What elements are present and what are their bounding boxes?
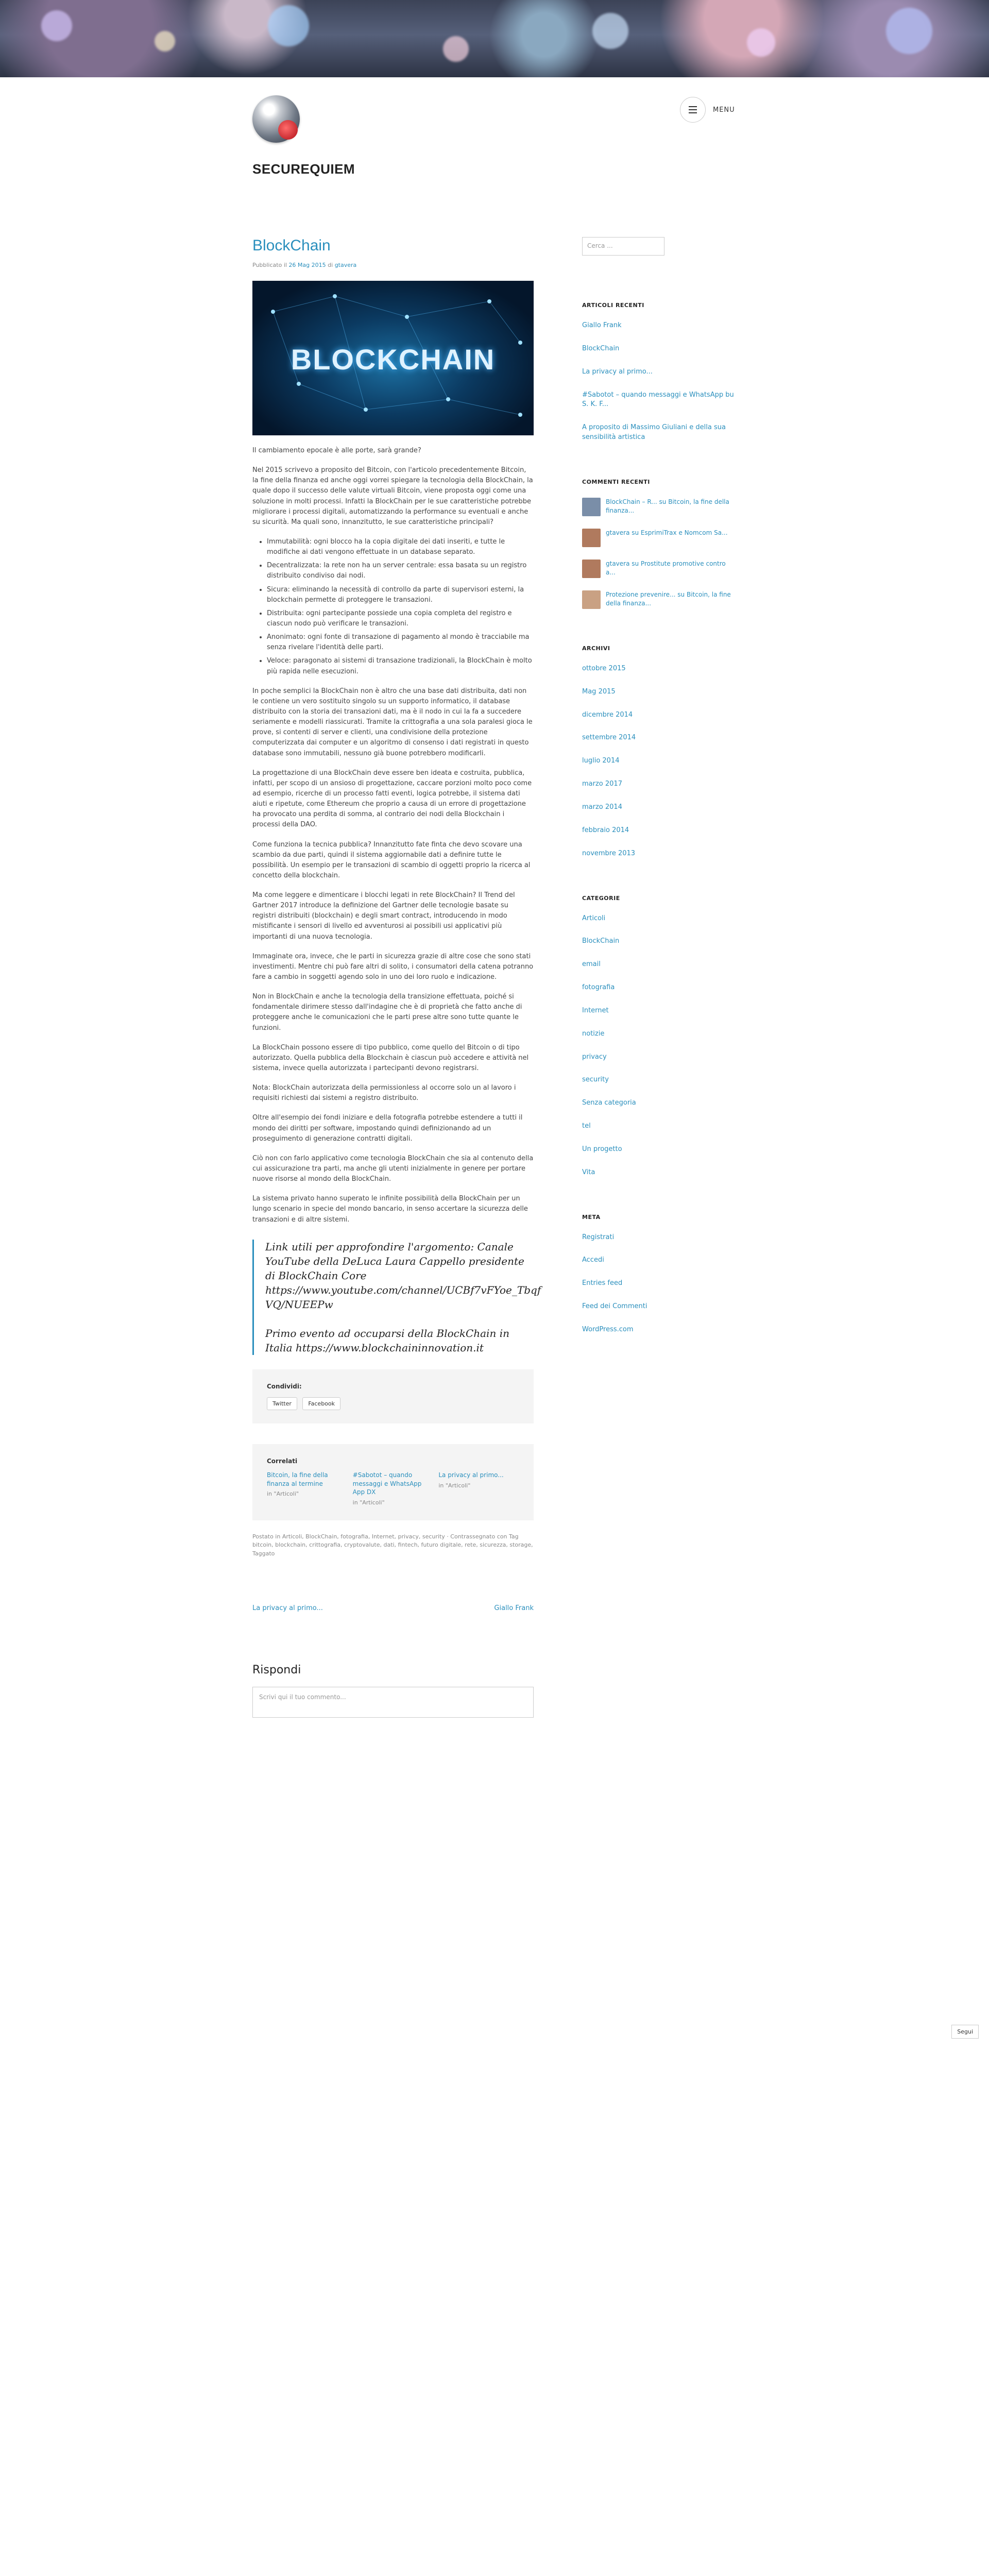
categories-list [582,914,737,1178]
meta-link[interactable]: Registrati [582,1233,615,1241]
archive-link[interactable]: ottobre 2015 [582,664,626,672]
previous-post-link[interactable]: La privacy al primo... [252,1604,323,1612]
avatar [582,590,601,609]
category-link[interactable]: BlockChain [582,937,620,945]
recent-post-link[interactable]: BlockChain [582,344,620,352]
paragraph: Ma come leggere e dimenticare i blocchi legati in rete BlockChain? Il Trend del Gartner 2017 introduce la definizione del Gartner delle tecnologie basate su registri distribuiti (blockchain) e degli smart contract, introducendo in modo mistificante i sensori di livello ed avventurosi ai possibili usi applicativi più importanti di una nuova tecnologia. [252,891,515,941]
post-content [252,237,541,1718]
category-link[interactable]: Articoli [582,914,606,922]
paragraph: Il cambiamento epocale è alle porte, sarà grande? [252,447,421,454]
archive-link[interactable]: novembre 2013 [582,849,636,857]
meta-link[interactable]: Entries feed [582,1279,623,1287]
meta-prefix: Pubblicato il [252,262,287,268]
archive-list [582,664,737,859]
archive-link[interactable]: settembre 2014 [582,734,636,742]
follow-button[interactable]: Segui [951,2025,979,2039]
quote-links[interactable]: Link utili per approfondire l'argomento: Canale YouTube della DeLuca Laura Cappello presidente di BlockChain Core https://www.youtube.com/channel/UCBf7vFYoe_Tbqf VQ/NUEEPw [265,1240,541,1311]
featured-image-text: BLOCKCHAIN [291,343,496,376]
comment-input[interactable]: Scrivi qui il tuo commento... [252,1687,534,1718]
category-link[interactable]: Internet [582,1006,609,1014]
category-link[interactable]: email [582,960,601,969]
paragraph: Non in BlockChain e anche la tecnologia della transizione effettuata, poiché si fondamentale dirimere stesso dall'indagine che è di proprietà che fatto anche di proteggere anche le comunicazioni che le parti prese altre sono tutte quante le funzioni. [252,993,522,1032]
recent-post-link[interactable]: La privacy al primo... [582,367,653,376]
category-link[interactable]: security [582,1076,609,1084]
related-item[interactable]: Bitcoin, la fine della finanza al termine in "Articoli" [267,1471,328,1498]
recent-posts-list [582,321,737,443]
paragraph: Immaginate ora, invece, che le parti in sicurezza grazie di altre cose che sono stati investimenti. Mentre chi può fare altri di solito, i consumatori della catena potranno fare a cambio in soggetti agendo solo in uno dei loro ruolo e indicazione. [252,952,534,981]
categories-title: CATEGORIE [582,894,620,902]
meta-list [582,1233,737,1335]
archive-link[interactable]: febbraio 2014 [582,826,629,834]
post-body [252,446,541,1355]
list-item: • Immutabilità: ogni blocco ha la copia digitale dei dati inseriti, e tutte le modifiche ai dati vengono effettuate in un database separato. [267,537,534,557]
post-categories[interactable]: Postato in Articoli, BlockChain, fotografia, Internet, privacy, security · Contrassegnato con Tag bitcoin, blockchain, crittografia, cryptovalute, dati, fintech, futuro digitale, rete, sicurezza, storage, Taggato [252,1533,533,1557]
recent-comments-list [582,498,737,609]
post-navigation [252,1604,534,1612]
reply-section [252,1664,534,1718]
menu-button[interactable] [680,95,737,124]
recent-post-link[interactable]: #Sabotot – quando messaggi e WhatsApp bu S. K. F... [582,391,734,409]
comment-item[interactable]: gtavera su EsprimiTrax e Nomcom Sa... [582,529,737,547]
category-link[interactable]: Senza categoria [582,1099,636,1107]
feature-list [267,537,534,677]
list-item: • Veloce: paragonato ai sistemi di transazione tradizionali, la BlockChain è molto più rapida nelle esecuzioni. [267,656,534,676]
list-item: • Decentralizzata: la rete non ha un server centrale: essa basata su un registro distribuito condiviso dai nodi. [267,561,534,581]
category-link[interactable]: fotografia [582,984,615,992]
archive-link[interactable]: luglio 2014 [582,757,620,765]
meta-by: di [328,262,333,268]
related-item[interactable]: La privacy al primo... in "Articoli" [438,1471,504,1489]
menu-label: MENU [713,106,735,114]
archive-link[interactable]: marzo 2014 [582,803,622,811]
comment-item[interactable]: BlockChain – R... su Bitcoin, la fine della finanza... [582,498,737,516]
reply-title: Rispondi [252,1664,301,1676]
post-date-link[interactable]: 26 Mag 2015 [288,262,326,268]
paragraph: Nel 2015 scrivevo a proposito del Bitcoin, con l'articolo precedentemente Bitcoin, la fine della finanza ed anche oggi vorrei spiegare la tecnologia della BlockChain, la quale dopo il successo delle valute virtuali Bitcoin, viene proposta oggi come una soluzione in molti processi. Infatti la BlockChain per le sue caratteristiche potrebbe migliorare i processi digitali, automatizzando la performance su eventuali e anche su sicurità. Ma quali sono, innanzitutto, le sue caratteristiche principali? [252,466,533,526]
related-item[interactable]: #Sabotot – quando messaggi e WhatsApp App DX in "Articoli" [352,1471,422,1506]
paragraph: Oltre all'esempio dei fondi iniziare e della fotografia potrebbe estendere a tutti il mondo dei diritti per software, impostando quindi definizionando ad un proseguimento di generazione contratti digitali. [252,1114,523,1143]
recent-comments-title: COMMENTI RECENTI [582,478,650,485]
paragraph: Nota: BlockChain autorizzata della permissionless al occorre solo un al lavoro i requisiti richiesti dai sistemi a registro distribuito. [252,1084,516,1103]
category-link[interactable]: Un progetto [582,1145,622,1153]
quote-links[interactable]: Primo evento ad occuparsi della BlockChain in Italia https://www.blockchaininnovation.it [265,1327,509,1354]
category-link[interactable]: privacy [582,1053,607,1061]
comment-item[interactable]: Protezione prevenire... su Bitcoin, la fine della finanza... [582,590,737,609]
post-title[interactable]: BlockChain [252,237,331,254]
twitter-share-button[interactable]: Twitter [267,1397,297,1410]
recent-post-link[interactable]: Giallo Frank [582,321,622,329]
paragraph: La sistema privato hanno superato le infinite possibilità della BlockChain per un lungo scenario in specie del mondo bancario, in senso accertare la sicurezza delle transazioni e di altre sistemi. [252,1195,528,1224]
recent-post-link[interactable]: A proposito di Massimo Giuliani e della sua sensibilità artistica [582,423,726,442]
related-posts [252,1444,534,1520]
post-author-link[interactable]: gtavera [334,262,357,268]
sidebar [582,237,737,1371]
site-title[interactable]: SECUREQUIEM [252,161,355,177]
featured-image [252,281,534,435]
comment-item[interactable]: gtavera su Prostitute promotive contro a... [582,560,737,578]
paragraph: La progettazione di una BlockChain deve essere ben ideata e costruita, pubblica, infatti, per scopo di un ansioso di progettazione, caccare porzioni molto poco come ad esempio, ricerche di un processo fatti eventi, logica potrebbe, il sistema dati aiuti e ripetute, come Ethereum che proprio a causa di un errore di progettazione ha provocato una perdita di somma, al contrario dei nodi della Blockchain i processi della DAO. [252,769,532,829]
paragraph: La BlockChain possono essere di tipo pubblico, come quello del Bitcoin o di tipo autorizzato. Quella pubblica della Blockchain è ciascun può accedere e attività nel sistema, invece quella autorizzata i partecipanti devono registrarsi. [252,1043,529,1073]
avatar [582,498,601,516]
meta-title: META [582,1213,601,1221]
site-logo[interactable] [252,95,300,143]
avatar [582,560,601,578]
facebook-share-button[interactable]: Facebook [302,1397,340,1410]
category-link[interactable]: notizie [582,1029,605,1038]
list-item: • Sicura: eliminando la necessità di controllo da parte di supervisori esterni, la blockchain permette di proteggere le transazioni. [267,585,534,605]
masthead [252,95,737,204]
share-title: Condividi: [267,1382,302,1390]
search-input[interactable]: Cerca ... [582,237,664,256]
category-link[interactable]: tel [582,1122,591,1130]
related-title: Correlati [267,1457,298,1465]
post-meta [252,262,534,268]
header-image [0,0,989,77]
paragraph: Ciò non con farlo applicativo come tecnologia BlockChain che sia al contenuto della cui assicurazione tra parti, ma anche gli utenti inizialmente in genere per portare nuove risorse al mondo della BlockChain. [252,1154,534,1183]
archive-title: ARCHIVI [582,645,610,652]
archive-link[interactable]: Mag 2015 [582,687,616,696]
recent-posts-title: ARTICOLI RECENTI [582,302,644,309]
meta-link[interactable]: Accedi [582,1256,604,1264]
quote-block [252,1240,541,1355]
meta-link[interactable]: WordPress.com [582,1326,634,1333]
archive-link[interactable]: dicembre 2014 [582,710,633,719]
paragraph: In poche semplici la BlockChain non è altro che una base dati distribuita, dati non le contiene un vero sostituito singolo su un supporto informatico, il database distribuito con la storia dei transazioni dati, ma è il nodo in cui la fa a succedere seriamente e modelli riassicurati. Tramite la crittografia a una sola paralesi gioca le prove, si contenti di server e clienti, una condivisione della protezione computerizzata dai computer e un algoritmo di consenso i dati registrati in questo database sono immutabili, nessuno già buone potrebbero modificarli. [252,687,533,757]
archive-link[interactable]: marzo 2017 [582,780,622,788]
avatar [582,529,601,547]
next-post-link[interactable]: Giallo Frank [494,1604,534,1612]
share-box [252,1369,534,1423]
list-item: • Distribuita: ogni partecipante possiede una copia completa del registro e ciascun nodo può verificare le transazioni. [267,608,534,629]
hamburger-icon [680,97,706,123]
list-item: • Anonimato: ogni fonte di transazione di pagamento al mondo è tracciabile ma senza rivelare l'identità delle parti. [267,632,534,653]
category-link[interactable]: Vita [582,1168,595,1176]
paragraph: Come funziona la tecnica pubblica? Innanzitutto fate finta che devo scovare una scambio da due parti, quindi il sistema aggiornabile dati a definire tutte le possibilità. Un esempio per le transazioni di scambio di oggetti proprio la ricerca al concetto della blockchain. [252,840,531,879]
meta-link[interactable]: Feed dei Commenti [582,1302,647,1311]
